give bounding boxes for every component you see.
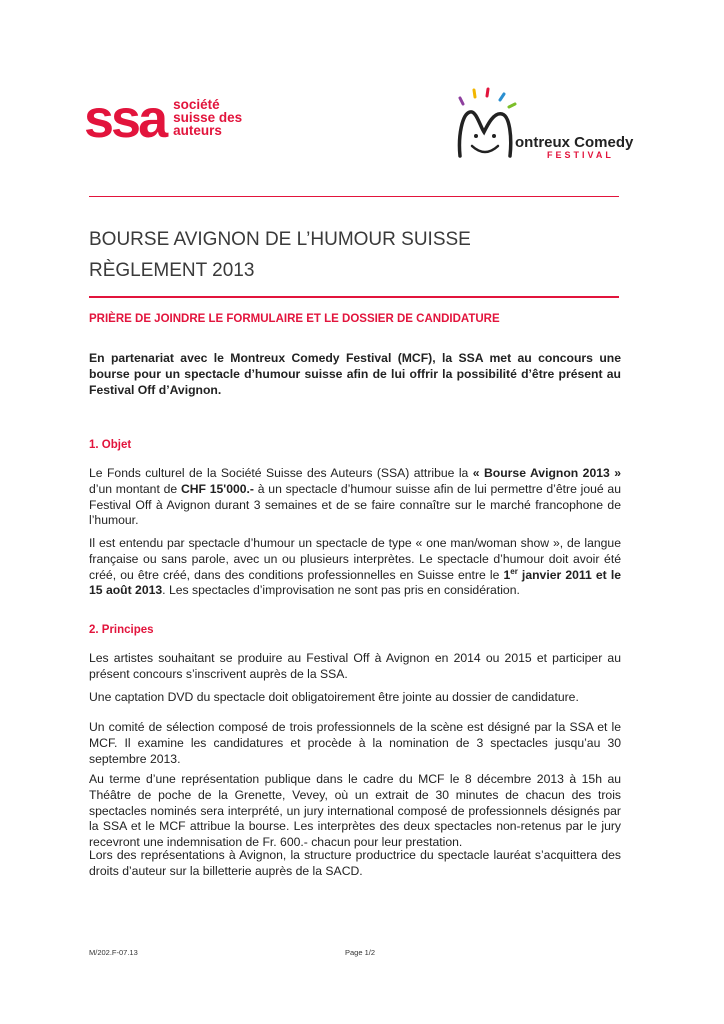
text-run: Le Fonds culturel de la Société Suisse des Auteurs (SSA) attribue la (89, 466, 473, 480)
text-line: MCF. Il examine les candidatures et procède à la nomination de 3 spectacles jusqu’au 30 (89, 735, 621, 750)
text-line: Festival Off à Avignon durant 3 semaines et de se faire connaître sur le marché francophone de (89, 497, 621, 512)
text-line: bourse pour un spectacle d’humour suisse afin de lui offrir la possibilité d’être présent au (89, 366, 621, 381)
ssa-logo-line: auteurs (173, 123, 222, 138)
document-title-line1: BOURSE AVIGNON DE L’HUMOUR SUISSE (89, 229, 471, 250)
ssa-logo-line: société (173, 97, 220, 112)
text-line: la SSA et le MCF attribue la bourse. Les interprètes des deux spectacles non-retenus par le jury (89, 819, 621, 834)
section-heading-principes: 2. Principes (89, 624, 154, 636)
text-line: septembre 2013. (89, 751, 181, 766)
date-start-rest: janvier 2011 et le (517, 567, 621, 582)
date-start (503, 568, 621, 582)
text-run: à un spectacle d’humour suisse afin de lui permettre d’être joué au (253, 481, 621, 496)
text-line: recevront une indemnisation de Fr. 600.- chacun pour leur prestation. (89, 835, 463, 850)
mcf-logo-festival: FESTIVAL (547, 150, 614, 160)
date-start-day: 1 (503, 567, 511, 582)
header-divider (89, 196, 619, 197)
text-line: Les artistes souhaitant se produire au Festival Off à Avignon en 2014 ou 2015 et participer au (89, 651, 621, 665)
text-line (89, 466, 621, 482)
text-line: Lors des représentations à Avignon, la structure productrice du spectacle lauréat s’acquittera des (89, 848, 621, 862)
text-line: Au terme d’une représentation publique dans le cadre du MCF le 8 décembre 2013 à 15h au (89, 772, 621, 786)
intro-paragraph (89, 351, 621, 398)
text-line: Une captation DVD du spectacle doit obligatoirement être jointe au dossier de candidature. (89, 690, 579, 704)
principes-paragraph-1 (89, 651, 621, 683)
title-divider (89, 296, 619, 298)
text-line: spectacles nominés sera interprété, un jury international composé de professionnels désignés par (89, 803, 621, 818)
ssa-logo-line: suisse des (173, 110, 243, 125)
ssa-logo (84, 89, 243, 149)
date-start-suffix: er (510, 566, 518, 576)
notice-heading: PRIÈRE DE JOINDRE LE FORMULAIRE ET LE DOSSIER DE CANDIDATURE (89, 313, 500, 325)
text-line: Un comité de sélection composé de trois professionnels de la scène est désigné par la SSA et le (89, 720, 621, 734)
objet-paragraph-2 (89, 536, 621, 599)
smiley-m-icon (452, 86, 522, 166)
text-run: d’un montant de (89, 481, 181, 496)
bourse-amount: CHF 15'000.- (180, 481, 254, 496)
principes-paragraph-3 (89, 720, 621, 767)
text-line: droits d’auteur sur la billetterie auprès de la SACD. (89, 863, 363, 878)
text-line (89, 482, 621, 498)
text-line: l’humour. (89, 513, 139, 528)
montreux-comedy-logo (452, 86, 632, 166)
bourse-name: « Bourse Avignon 2013 » (472, 466, 621, 480)
text-run: créé, ou être créé, dans des conditions professionnelles en Suisse entre le (89, 567, 504, 582)
text-line: française ou sans parole, avec un ou plusieurs interprètes. Le spectacle d’humour doit avoir été (89, 551, 621, 566)
ssa-logo-text (173, 98, 242, 137)
text-line (89, 583, 621, 599)
footer-reference: M/202.F-07.13 (89, 948, 138, 957)
objet-paragraph-1 (89, 466, 621, 529)
text-line: En partenariat avec le Montreux Comedy Festival (MCF), la SSA met au concours une (89, 351, 621, 365)
text-line: présent concours s’inscrivent auprès de la SSA. (89, 666, 348, 681)
date-end: 15 août 2013 (89, 583, 163, 598)
text-line: Théâtre de poche de la Grenette, Vevey, où un extrait de 30 minutes de chacun des trois (89, 787, 621, 802)
footer-page-number: Page 1/2 (345, 948, 376, 957)
text-line (89, 568, 621, 584)
ssa-logo-mark: ssa (84, 89, 166, 149)
text-line: Il est entendu par spectacle d’humour un spectacle de type « one man/woman show », de langue (89, 536, 621, 550)
principes-paragraph-2 (89, 690, 621, 706)
principes-paragraph-5 (89, 848, 621, 880)
mcf-logo-name: ontreux Comedy (515, 134, 634, 151)
document-title-line2: RÈGLEMENT 2013 (89, 260, 255, 281)
principes-paragraph-4 (89, 772, 621, 851)
text-line: Festival Off d’Avignon. (89, 382, 222, 397)
section-heading-objet: 1. Objet (89, 439, 132, 451)
text-run: . Les spectacles d’improvisation ne sont pas pris en considération. (162, 583, 520, 598)
